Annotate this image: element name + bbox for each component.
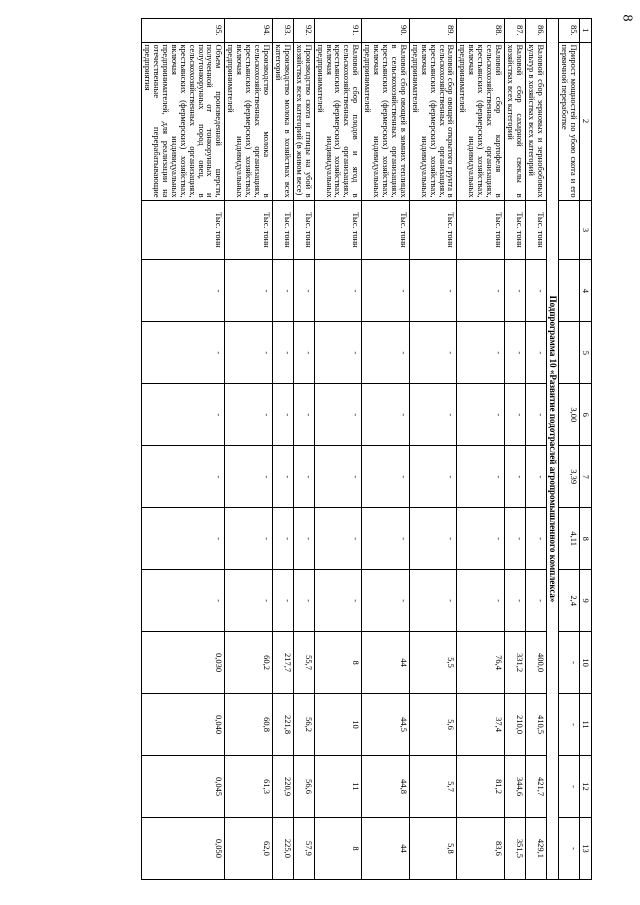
column-header-10: 10	[580, 632, 592, 694]
table-row	[505, 19, 526, 880]
value-cell: 10	[314, 694, 362, 756]
value-cell: 5,5	[409, 632, 457, 694]
value-cell: -	[505, 446, 526, 508]
value-cell: 3,39	[559, 446, 580, 508]
value-cell: 44,5	[362, 694, 410, 756]
value-cell: -	[409, 384, 457, 446]
value-cell	[559, 260, 580, 322]
value-cell: -	[525, 508, 546, 570]
row-number: 87.	[505, 19, 526, 43]
indicator-name: Валовой сбор сахарной свеклы в хозяйствах всех категорий	[505, 42, 526, 200]
value-cell: 0,030	[142, 632, 225, 694]
value-cell: 210,0	[505, 694, 526, 756]
value-cell: -	[559, 817, 580, 879]
value-cell: -	[362, 322, 410, 384]
unit-cell: Тыс. тонн	[142, 200, 225, 260]
value-cell: 344,6	[505, 756, 526, 818]
indicator-name: Валовой сбор картофеля в сельскохозяйственных организациях, крестьянских (фермерских) хозяйствах, включая индивидуальных предпринимателей	[457, 42, 505, 200]
value-cell: 5,8	[409, 817, 457, 879]
value-cell: 220,9	[272, 756, 293, 818]
value-cell: 0,040	[142, 694, 225, 756]
unit-cell: Тыс. тонн	[409, 200, 457, 260]
value-cell: -	[457, 260, 505, 322]
value-cell: 83,6	[457, 817, 505, 879]
table-row	[362, 19, 410, 880]
unit-cell: Тыс. тонн	[505, 200, 526, 260]
unit-cell: Тыс. тонн	[293, 200, 314, 260]
value-cell: 8	[314, 817, 362, 879]
value-cell: -	[225, 384, 273, 446]
value-cell: 60,2	[225, 632, 273, 694]
row-number: 89.	[409, 19, 457, 43]
indicator-name: Производство молока в сельскохозяйственных организациях, крестьянских (фермерских) хозяйствах, включая индивидуальных предпринимателей	[225, 42, 273, 200]
value-cell: -	[525, 446, 546, 508]
column-header-3: 3	[580, 200, 592, 260]
column-header-2: 2	[580, 42, 592, 200]
value-cell: -	[525, 260, 546, 322]
row-number: 86.	[525, 19, 546, 43]
indicator-name: Объем произведенной шерсти, полученной от тонкорунных и полутонкорунных пород овец, в сельскохозяйственных организациях, крестьянских (фермерских) хозяйствах, включая индивидуальных предпринимателей, для реализации на отечественные перерабатывающие предприятия	[142, 42, 225, 200]
indicator-name: Валовой сбор овощей в зимних теплицах в сельскохозяйственных организациях, крестьянских (фермерских) хозяйствах, включая индивидуальных предпринимателей	[362, 42, 410, 200]
indicator-name: Прирост мощностей по убою скота и его первичной переработке	[559, 42, 580, 200]
value-cell: 4,11	[559, 508, 580, 570]
value-cell: -	[457, 508, 505, 570]
rotated-table-container	[60, 18, 592, 880]
value-cell: -	[559, 756, 580, 818]
table-row	[293, 19, 314, 880]
value-cell: -	[525, 384, 546, 446]
row-number: 88.	[457, 19, 505, 43]
unit-cell: Тыс. тонн	[314, 200, 362, 260]
row-number: 93.	[272, 19, 293, 43]
value-cell: -	[362, 446, 410, 508]
value-cell: -	[409, 322, 457, 384]
value-cell: -	[272, 384, 293, 446]
unit-cell: Тыс. тонн	[362, 200, 410, 260]
value-cell: -	[505, 384, 526, 446]
value-cell: -	[225, 508, 273, 570]
row-number: 85.	[559, 19, 580, 43]
value-cell: -	[362, 384, 410, 446]
value-cell: -	[559, 632, 580, 694]
value-cell: -	[272, 570, 293, 632]
table-row	[142, 19, 225, 880]
value-cell: -	[505, 570, 526, 632]
table-row	[314, 19, 362, 880]
value-cell: 44,8	[362, 756, 410, 818]
value-cell: -	[293, 322, 314, 384]
value-cell: 8	[314, 632, 362, 694]
value-cell: 225,0	[272, 817, 293, 879]
value-cell: -	[409, 570, 457, 632]
value-cell: -	[457, 570, 505, 632]
value-cell: -	[225, 322, 273, 384]
unit-cell: Тыс. тонн	[525, 200, 546, 260]
value-cell: -	[272, 322, 293, 384]
indicator-name: Валовой сбор зерновых и зернобобовых культур в хозяйствах всех категорий	[525, 42, 546, 200]
value-cell: -	[362, 260, 410, 322]
value-cell: 2,4	[559, 570, 580, 632]
column-header-1: 1	[580, 19, 592, 43]
value-cell: -	[293, 446, 314, 508]
value-cell: -	[142, 260, 225, 322]
header-row	[580, 19, 592, 880]
column-header-13: 13	[580, 817, 592, 879]
value-cell: -	[362, 508, 410, 570]
row-number: 92.	[293, 19, 314, 43]
value-cell: 56,2	[293, 694, 314, 756]
table-row	[272, 19, 293, 880]
value-cell: -	[225, 446, 273, 508]
value-cell: -	[505, 508, 526, 570]
value-cell: 55,7	[293, 632, 314, 694]
value-cell: 0,050	[142, 817, 225, 879]
table-row	[457, 19, 505, 880]
unit-cell	[559, 200, 580, 260]
value-cell: -	[293, 570, 314, 632]
value-cell: -	[293, 384, 314, 446]
indicator-name: Валовой сбор плодов и ягод в сельскохозяйственных организациях, крестьянских (фермерских) хозяйствах, включая индивидуальных предпринимателей	[314, 42, 362, 200]
value-cell: -	[142, 384, 225, 446]
value-cell: -	[314, 446, 362, 508]
value-cell: 44	[362, 817, 410, 879]
value-cell: -	[314, 508, 362, 570]
value-cell: 221,8	[272, 694, 293, 756]
column-header-4: 4	[580, 260, 592, 322]
unit-cell: Тыс. тонн	[457, 200, 505, 260]
indicator-name: Производство молока в хозяйствах всех категорий	[272, 42, 293, 200]
value-cell: -	[142, 570, 225, 632]
value-cell: 421,7	[525, 756, 546, 818]
value-cell: -	[293, 260, 314, 322]
value-cell: -	[559, 694, 580, 756]
value-cell: -	[457, 384, 505, 446]
table-row	[225, 19, 273, 880]
page-number: 8	[619, 14, 635, 22]
value-cell: -	[409, 508, 457, 570]
value-cell: 81,2	[457, 756, 505, 818]
value-cell: -	[225, 260, 273, 322]
table-row	[559, 19, 580, 880]
column-header-12: 12	[580, 756, 592, 818]
row-number: 91.	[314, 19, 362, 43]
row-number: 94.	[225, 19, 273, 43]
column-header-8: 8	[580, 508, 592, 570]
indicator-name: Валовой сбор овощей открытого грунта в сельскохозяйственных организациях, крестьянских (фермерских) хозяйствах, включая индивидуальных предпринимателей	[409, 42, 457, 200]
value-cell: 217,7	[272, 632, 293, 694]
column-header-11: 11	[580, 694, 592, 756]
value-cell: 44	[362, 632, 410, 694]
value-cell: -	[142, 322, 225, 384]
unit-cell: Тыс. тонн	[225, 200, 273, 260]
value-cell: -	[225, 570, 273, 632]
table-row	[525, 19, 546, 880]
value-cell: 400,0	[525, 632, 546, 694]
value-cell: 3,00	[559, 384, 580, 446]
subprogram-title: Подпрограмма 10 «Развитие подотраслей агропромышленного комплекса»	[546, 19, 558, 880]
value-cell: 429,1	[525, 817, 546, 879]
value-cell: 57,9	[293, 817, 314, 879]
value-cell: 37,4	[457, 694, 505, 756]
value-cell: -	[314, 260, 362, 322]
column-header-7: 7	[580, 446, 592, 508]
indicator-name: Производство скота и птицы на убой в хозяйствах всех категорий (в живом весе)	[293, 42, 314, 200]
value-cell: 5,6	[409, 694, 457, 756]
value-cell: -	[457, 446, 505, 508]
value-cell: -	[272, 260, 293, 322]
value-cell: -	[314, 384, 362, 446]
table-row	[409, 19, 457, 880]
value-cell: -	[293, 508, 314, 570]
value-cell	[559, 322, 580, 384]
value-cell: -	[505, 322, 526, 384]
column-header-6: 6	[580, 384, 592, 446]
value-cell: 76,4	[457, 632, 505, 694]
value-cell: -	[272, 446, 293, 508]
row-number: 95.	[142, 19, 225, 43]
value-cell: 56,6	[293, 756, 314, 818]
value-cell: -	[142, 446, 225, 508]
value-cell: -	[409, 260, 457, 322]
value-cell: -	[314, 570, 362, 632]
value-cell: 331,2	[505, 632, 526, 694]
column-header-5: 5	[580, 322, 592, 384]
value-cell: 5,7	[409, 756, 457, 818]
value-cell: 60,8	[225, 694, 273, 756]
value-cell: 62,0	[225, 817, 273, 879]
column-header-9: 9	[580, 570, 592, 632]
value-cell: -	[409, 446, 457, 508]
value-cell: 0,045	[142, 756, 225, 818]
value-cell: 410,5	[525, 694, 546, 756]
indicators-table	[141, 18, 592, 880]
value-cell: -	[525, 570, 546, 632]
value-cell: -	[142, 508, 225, 570]
value-cell: 351,5	[505, 817, 526, 879]
value-cell: 61,3	[225, 756, 273, 818]
unit-cell: Тыс. тонн	[272, 200, 293, 260]
value-cell: -	[525, 322, 546, 384]
value-cell: -	[505, 260, 526, 322]
value-cell: -	[314, 322, 362, 384]
value-cell: 11	[314, 756, 362, 818]
value-cell: -	[362, 570, 410, 632]
value-cell: -	[272, 508, 293, 570]
subprogram-row	[546, 19, 558, 880]
row-number: 90.	[362, 19, 410, 43]
value-cell: -	[457, 322, 505, 384]
